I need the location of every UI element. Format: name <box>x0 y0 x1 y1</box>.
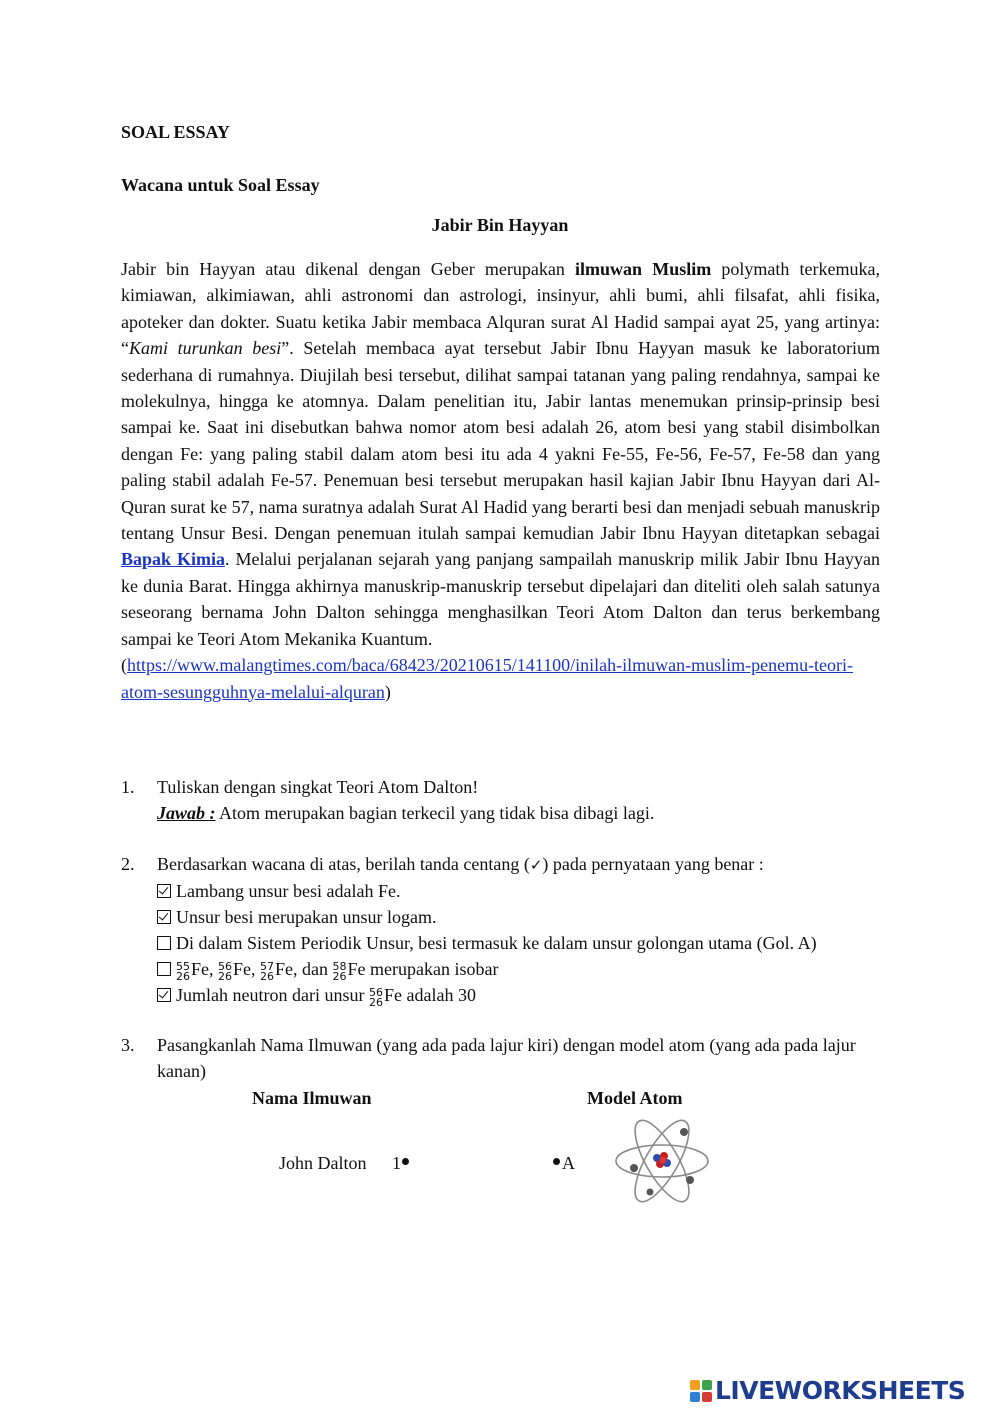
option-label: Lambang unsur besi adalah Fe. <box>176 881 401 901</box>
passage-subheading: Wacana untuk Soal Essay <box>121 175 320 195</box>
passage-text: Jabir bin Hayyan atau dikenal dengan Geber merupakan <box>121 259 576 279</box>
source-link[interactable]: https://www.malangtimes.com/baca/68423/20210615/141100/inilah-ilmuwan-muslim-penemu-teori-atom-sesungguhnya-melalui-alquran <box>121 655 854 702</box>
option-4[interactable] <box>157 956 881 982</box>
model-letter: A <box>562 1153 575 1173</box>
atom-model-icon <box>612 1118 712 1204</box>
passage-bold-text: ilmuwan Muslim <box>575 259 712 279</box>
answer-label: Jawab : <box>157 803 216 823</box>
isotope-notation: 55 26 <box>176 960 190 983</box>
match-dot-left[interactable] <box>402 1158 409 1165</box>
bapak-kimia-link[interactable]: Bapak Kimia <box>121 549 225 570</box>
question-text: Pasangkanlah Nama Ilmuwan (yang ada pada lajur kiri) dengan model atom (yang ada pada lajur kanan) <box>157 1035 856 1081</box>
checkbox-unchecked[interactable] <box>157 936 171 950</box>
element-symbol: Fe <box>347 959 366 979</box>
question-number: 2. <box>121 854 135 874</box>
column-header-scientist: Nama Ilmuwan <box>252 1088 372 1108</box>
answer-line <box>157 800 881 826</box>
question-1 <box>121 774 881 826</box>
question-number: 3. <box>121 1035 135 1055</box>
passage-text: . Melalui perjalanan sejarah yang panjang sampailah manuskrip milik Jabir Ibnu Hayyan ke dunia Barat. Hingga akhirnya manuskrip-manuskrip tersebut dipelajari dan diteliti oleh salah satunya seseorang bernama John Dalton sehingga menghasilkan Teori Atom Dalton dan terus berkembang sampai ke Teori Atom Mekanika Kuantum. <box>121 549 880 649</box>
passage-text: polymath terkemuka, kimiawan, alkimiawan, ahli astronomi dan astrologi, insinyur, ahli bumi, ahli filsafat, ahli fisika, apoteker dan dokter. Suatu ketika Jabir membaca Alquran surat Al Hadid sampai ayat 25, yang artinya: “ <box>121 259 880 359</box>
match-dot-right[interactable] <box>553 1158 560 1165</box>
isotope-notation: 56 26 <box>218 960 232 983</box>
scientist-number: 1 <box>392 1153 401 1173</box>
question-text-part: ) pada pernyataan yang benar : <box>542 854 764 874</box>
checkbox-unchecked[interactable] <box>157 962 171 976</box>
checkbox-checked[interactable] <box>157 988 171 1002</box>
option-label: Unsur besi merupakan unsur logam. <box>176 907 437 927</box>
question-number: 1. <box>121 777 135 797</box>
element-symbol: Fe <box>275 959 293 979</box>
liveworksheets-logo-icon <box>690 1380 712 1402</box>
element-symbol: Fe <box>233 959 251 979</box>
option-label: , <box>251 959 260 979</box>
checkbox-checked[interactable] <box>157 910 171 924</box>
source-paren: ) <box>384 681 391 702</box>
option-5[interactable] <box>157 982 881 1008</box>
page-heading: SOAL ESSAY <box>121 122 230 142</box>
passage-italic-quote: Kami turunkan besi <box>129 338 282 359</box>
checkbox-checked[interactable] <box>157 884 171 898</box>
scientist-name: John Dalton <box>279 1153 367 1173</box>
question-2 <box>121 851 881 1008</box>
element-symbol: Fe <box>383 985 402 1005</box>
option-label: Di dalam Sistem Periodik Unsur, besi termasuk ke dalam unsur golongan utama (Gol. A) <box>176 933 817 953</box>
option-3[interactable] <box>157 930 881 956</box>
question-3 <box>121 1032 881 1084</box>
source-paren: ( <box>121 655 127 676</box>
element-symbol: Fe <box>191 959 209 979</box>
isotope-notation: 57 26 <box>260 960 274 983</box>
question-text-part: Berdasarkan wacana di atas, berilah tanda centang ( <box>157 854 530 874</box>
column-header-atom-model: Model Atom <box>587 1088 683 1108</box>
article-title: Jabir Bin Hayyan <box>431 215 569 235</box>
isotope-notation: 56 26 <box>368 986 383 1009</box>
reading-passage <box>121 256 880 705</box>
footer-logo <box>690 1376 965 1405</box>
option-label: , dan <box>293 959 333 979</box>
question-text: Tuliskan dengan singkat Teori Atom Dalton! <box>157 777 479 797</box>
question-text <box>157 851 881 878</box>
answer-text[interactable]: Atom merupakan bagian terkecil yang tidak bisa dibagi lagi. <box>215 803 655 823</box>
option-label: Jumlah neutron dari unsur <box>176 985 369 1005</box>
option-1[interactable] <box>157 878 881 904</box>
check-mark-icon: ✓ <box>529 856 543 874</box>
logo-text: LIVEWORKSHEETS <box>715 1376 966 1405</box>
option-label: , <box>209 959 218 979</box>
passage-text: ”. Setelah membaca ayat tersebut Jabir Ibnu Hayyan masuk ke laboratorium sederhana di rumahnya. Diujilah besi tersebut, dilihat sampai tatanan yang paling rendahnya, sampai ke molekulnya, hingga ke atomnya. Dalam penelitian itu, Jabir lantas menemukan prinsip-prinsip besi sampai ke. Saat ini disebutkan bahwa nomor atom besi adalah 26, atom besi yang stabil disimbolkan dengan Fe: yang paling stabil dalam atom besi itu ada 4 yakni Fe-55, Fe-56, Fe-57, Fe-58 dan yang paling stabil adalah Fe-57. Penemuan besi tersebut merupakan hasil kajian Jabir Ibnu Hayyan dari Al-Quran surat ke 57, nama suratnya adalah Surat Al Hadid yang berarti besi dan menjadi sebuah manuskrip tentang Unsur Besi. Dengan penemuan itulah sampai kemudian Jabir Ibnu Hayyan ditetapkan sebagai <box>121 338 880 544</box>
isotope-notation: 58 26 <box>332 960 347 983</box>
option-label: adalah 30 <box>401 985 476 1005</box>
option-2[interactable] <box>157 904 881 930</box>
option-label: merupakan isobar <box>365 959 499 979</box>
